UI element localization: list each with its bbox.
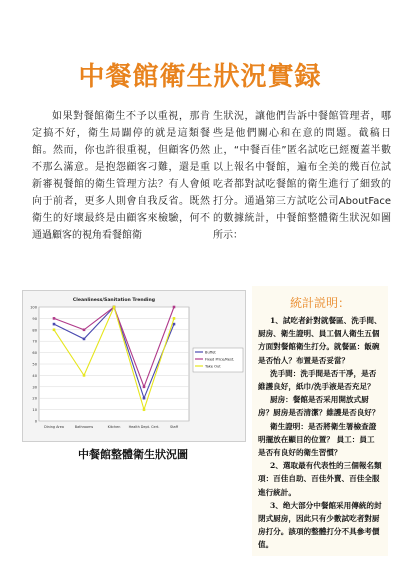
y-tick-label: 40	[32, 373, 37, 378]
legend-label: Take Out	[205, 364, 221, 369]
y-tick-label: 30	[32, 385, 37, 390]
data-point	[53, 329, 56, 332]
y-tick-label: 20	[32, 396, 37, 401]
data-point	[173, 317, 176, 320]
y-tick-label: 10	[32, 408, 37, 413]
data-point	[83, 338, 86, 341]
data-point	[143, 408, 146, 411]
sanitation-chart-figure	[22, 290, 246, 442]
statistics-note-paragraph: 厨房：餐館是否采用開放式厨房？厨房是否清潔？維護是否良好？	[258, 395, 380, 418]
y-tick-label: 90	[32, 316, 37, 321]
statistics-notes-box	[252, 286, 388, 556]
data-point	[143, 397, 146, 400]
y-tick-label: 60	[32, 351, 37, 356]
data-point	[53, 317, 56, 320]
x-tick-label: Dining Area	[44, 425, 64, 429]
statistics-notes-body	[258, 314, 382, 552]
data-point	[53, 323, 56, 326]
y-tick-label: 50	[32, 362, 37, 367]
legend-label: Fixed Price/Rest.	[205, 357, 235, 362]
y-tick-label: 80	[32, 328, 37, 333]
data-point	[83, 329, 86, 332]
data-point	[173, 306, 176, 309]
page-title: 中餐館衛生狀況實録	[78, 62, 322, 92]
y-tick-label: 100	[30, 305, 37, 310]
data-point	[143, 386, 146, 389]
statistics-note-paragraph: 衛生證明：是否將衛生署檢查證明擺放在顯目的位置？ 員工：員工是否有良好的衛生習慣？	[258, 421, 377, 458]
statistics-notes-title: 統計説明：	[289, 296, 350, 310]
x-tick-label: Health Dept. Cert.	[128, 425, 160, 429]
x-tick-label: Bathrooms	[74, 425, 94, 429]
y-tick-label: 70	[32, 339, 37, 344]
statistics-note-paragraph: 2、選取最有代表性的三個報名類項：百佳自助、百佳外賣、百佳全服進行統計。	[258, 461, 382, 497]
statistics-note-paragraph: 1、試吃者針對就餐區、洗手間、厨房、衛生證明、員工個人衛生五個方面對餐館衛生打分。就餐區：飯碗是否怡人？布置是否妥當？	[258, 316, 382, 365]
statistics-note-paragraph: 洗手間：洗手間是否干凈，是否維護良好，紙巾/洗手液是否充足？	[258, 368, 377, 392]
legend-label: Buffet	[205, 350, 216, 355]
body-text-right-column: 生狀況，讓他們告訴中餐館管理者，哪些是他們關心和在意的問題。截稿日止，“中餐百佳”匿名試吃已經覆蓋半數以上報名中餐館，遍布全美的幾百位試吃者都對試吃餐館的衛生進行了細致的打分。通過第三方試吃公司AboutFace的數據統計，中餐館整體衛生狀況如圖所示：	[213, 111, 391, 241]
body-text-left-column: 如果對餐館衛生不予以重視，那肯定搞不好，衛生局闢停的就是這類餐館。然而，你也許很重視，但顧客仍然不那么滿意。是抱怨顧客刁難，還是重新審視餐館的衛生管理方法？有人會傾向于前者，更多人則會自我反省。既然衛生的好壞最終是由顧客來檢驗，何不通過顧客的視角看餐館衛	[32, 111, 210, 241]
x-tick-label: Staff	[170, 425, 178, 429]
figure-caption: 中餐館整體衛生狀況圖	[78, 448, 188, 461]
x-tick-label: Kitchen	[107, 425, 121, 429]
data-point	[173, 323, 176, 326]
data-point	[113, 306, 116, 309]
data-point	[83, 374, 86, 377]
sanitation-line-chart	[23, 291, 245, 441]
statistics-note-paragraph: 3、绝大部分中餐館采用傳統的封閉式厨房，因此只有少數試吃者對厨房打分。該項的整體打分不具參考價值。	[258, 500, 382, 550]
y-tick-label: 0	[34, 419, 37, 424]
chart-title: Cleanliness/Sanitation Trending	[72, 298, 156, 303]
